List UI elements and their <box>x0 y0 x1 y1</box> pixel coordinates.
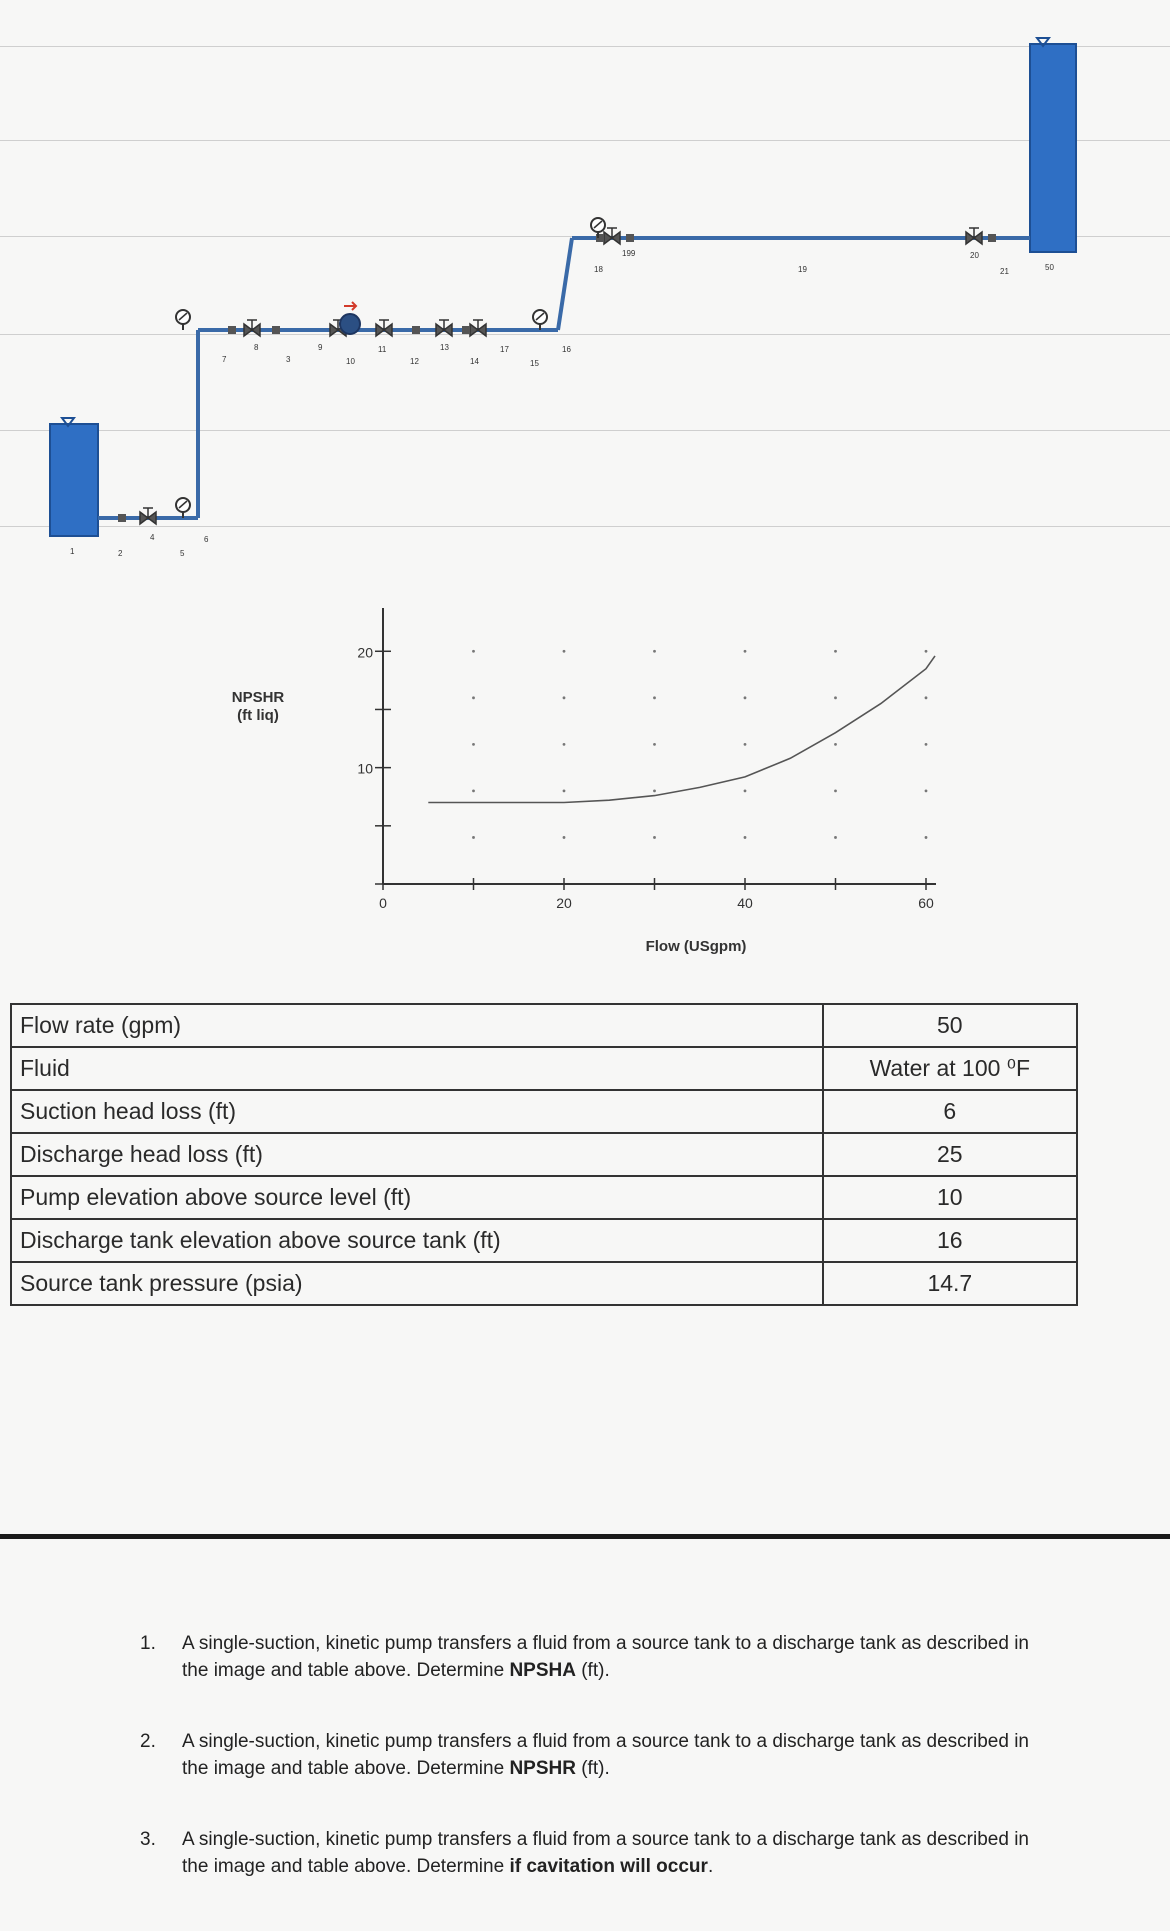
y-tick-label: 20 <box>357 644 373 661</box>
gate-valve-icon <box>470 320 486 336</box>
pressure-gauge-icon <box>176 498 190 518</box>
question-number: 2. <box>140 1731 156 1752</box>
node-label: 19 <box>798 265 807 274</box>
table-row <box>11 1133 1077 1176</box>
grid-dot <box>653 836 656 839</box>
pump-icon <box>340 302 360 334</box>
question-emphasis: NPSHR <box>509 1758 576 1779</box>
grid-dot <box>925 790 928 793</box>
grid-dot <box>744 790 747 793</box>
pressure-gauge-icon <box>176 310 190 330</box>
y-ticks <box>357 644 391 884</box>
node-label: 16 <box>562 345 571 354</box>
grid-dot <box>563 790 566 793</box>
page-divider <box>0 1534 1170 1539</box>
fitting-icon <box>228 326 236 334</box>
grid-dot <box>744 743 747 746</box>
grid-dot <box>653 790 656 793</box>
npshr-curve <box>428 656 935 803</box>
parameter-label: Suction head loss (ft) <box>11 1090 823 1133</box>
question-emphasis: if cavitation will occur <box>509 1856 708 1877</box>
x-ticks <box>379 878 934 911</box>
grid-dot <box>472 743 475 746</box>
parameter-value: 16 <box>823 1219 1077 1262</box>
node-label: 17 <box>500 345 509 354</box>
grid-dot <box>563 743 566 746</box>
node-label: 50 <box>1045 263 1054 272</box>
parameter-label: Source tank pressure (psia) <box>11 1262 823 1305</box>
node-label: 8 <box>254 343 259 352</box>
grid-dot <box>925 696 928 699</box>
node-label: 1 <box>70 547 75 556</box>
parameter-value: 50 <box>823 1004 1077 1047</box>
question-tail: (ft). <box>575 1758 610 1779</box>
grid-dot <box>653 696 656 699</box>
x-tick-label: 0 <box>379 895 387 911</box>
node-label: 13 <box>440 343 449 352</box>
parameter-label: Discharge head loss (ft) <box>11 1133 823 1176</box>
x-tick-label: 20 <box>556 895 572 911</box>
gate-valve-icon <box>604 228 620 244</box>
question-item <box>140 1630 1040 1684</box>
parameter-value: Water at 100 ⁰F <box>823 1047 1077 1090</box>
table-row <box>11 1004 1077 1047</box>
gate-valve-icon <box>436 320 452 336</box>
grid-dot <box>472 650 475 653</box>
fitting-icon <box>462 326 470 334</box>
node-label: 2 <box>118 549 123 558</box>
grid-dot <box>834 836 837 839</box>
grid-dot <box>744 650 747 653</box>
parameter-label: Pump elevation above source level (ft) <box>11 1176 823 1219</box>
npshr-chart <box>0 590 1170 980</box>
gate-valve-icon <box>966 228 982 244</box>
question-number: 3. <box>140 1829 156 1850</box>
node-label: 18 <box>594 265 603 274</box>
node-label: 6 <box>204 535 209 544</box>
node-label: 7 <box>222 355 227 364</box>
x-tick-label: 40 <box>737 895 753 911</box>
question-tail: . <box>707 1856 714 1877</box>
fitting-icon <box>118 514 126 522</box>
grid-dot <box>834 743 837 746</box>
gate-valve-icon <box>244 320 260 336</box>
node-label: 12 <box>410 357 419 366</box>
question-text: A single-suction, kinetic pump transfers a fluid from a source tank to a discharge tank as described in the image and table above. Determine <box>182 1731 1029 1779</box>
node-label: 20 <box>970 251 979 260</box>
y-axis-label <box>232 689 285 724</box>
grid-dot <box>744 696 747 699</box>
node-label: 11 <box>378 345 387 354</box>
gate-valve-icon <box>140 508 156 524</box>
table-row <box>11 1219 1077 1262</box>
pipe-network <box>98 238 1030 518</box>
piping-diagram <box>0 0 1170 600</box>
grid-dot <box>834 790 837 793</box>
parameter-value: 6 <box>823 1090 1077 1133</box>
grid-dot <box>834 650 837 653</box>
grid-dot <box>563 836 566 839</box>
node-label: 15 <box>530 359 539 368</box>
fitting-icon <box>988 234 996 242</box>
question-item <box>140 1728 1040 1782</box>
question-text: A single-suction, kinetic pump transfers a fluid from a source tank to a discharge tank as described in the image and table above. Determine <box>182 1829 1029 1877</box>
grid-dot <box>744 836 747 839</box>
parameter-label: Discharge tank elevation above source tank (ft) <box>11 1219 823 1262</box>
fitting-icon <box>626 234 634 242</box>
fitting-icon <box>412 326 420 334</box>
x-tick-label: 60 <box>918 895 934 911</box>
grid-dot <box>563 650 566 653</box>
grid-dot <box>925 743 928 746</box>
table-row <box>11 1047 1077 1090</box>
chart-grid <box>472 650 927 839</box>
table-row <box>11 1176 1077 1219</box>
parameter-table <box>10 1003 1078 1306</box>
parameter-value: 25 <box>823 1133 1077 1176</box>
y-tick-label: 10 <box>357 760 373 777</box>
node-label: 3 <box>286 355 291 364</box>
y-axis-label-line: (ft liq) <box>237 707 279 724</box>
node-label: 14 <box>470 357 479 366</box>
parameter-value: 14.7 <box>823 1262 1077 1305</box>
grid-dot <box>653 743 656 746</box>
node-label: 10 <box>346 357 355 366</box>
grid-dot <box>472 836 475 839</box>
grid-dot <box>925 650 928 653</box>
grid-dot <box>834 696 837 699</box>
question-list <box>140 1630 1040 1924</box>
grid-dot <box>925 836 928 839</box>
table-row <box>11 1090 1077 1133</box>
grid-dot <box>472 696 475 699</box>
x-axis-label: Flow (USgpm) <box>645 938 747 955</box>
gate-valve-icon <box>376 320 392 336</box>
source-tank <box>50 424 98 536</box>
parameter-value: 10 <box>823 1176 1077 1219</box>
question-item <box>140 1826 1040 1880</box>
parameter-label: Fluid <box>11 1047 823 1090</box>
node-label: 199 <box>622 249 636 258</box>
node-label: 21 <box>1000 267 1009 276</box>
question-emphasis: NPSHA <box>509 1660 576 1681</box>
question-tail: (ft). <box>575 1660 610 1681</box>
node-label: 9 <box>318 343 323 352</box>
question-number: 1. <box>140 1633 156 1654</box>
question-text: A single-suction, kinetic pump transfers a fluid from a source tank to a discharge tank as described in the image and table above. Determine <box>182 1633 1029 1681</box>
grid-dot <box>653 650 656 653</box>
discharge-tank <box>1030 44 1076 252</box>
grid-dot <box>472 790 475 793</box>
pressure-gauge-icon <box>533 310 547 330</box>
node-label: 4 <box>150 533 155 542</box>
table-row <box>11 1262 1077 1305</box>
parameter-label: Flow rate (gpm) <box>11 1004 823 1047</box>
fitting-icon <box>272 326 280 334</box>
grid-dot <box>563 696 566 699</box>
node-label: 5 <box>180 549 185 558</box>
y-axis-label-line: NPSHR <box>231 689 285 706</box>
